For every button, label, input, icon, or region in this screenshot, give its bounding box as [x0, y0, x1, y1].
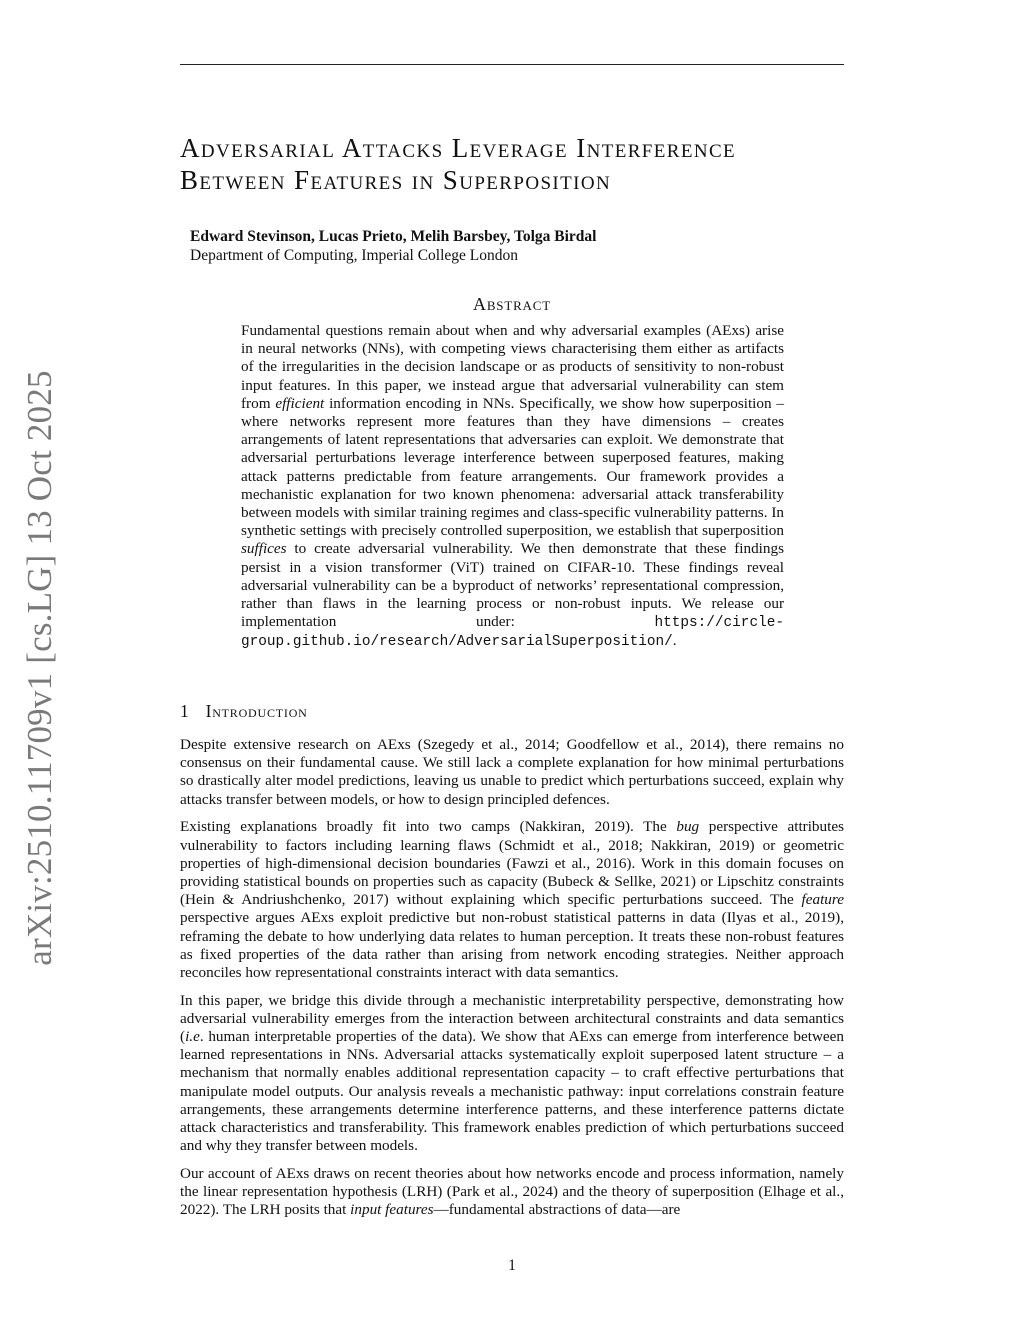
body-paragraph	[180, 1165, 844, 1220]
body-text-span: perspective attributes vulnerability to factors including learning flaws (Schmidt et al., 2018; Nakkiran, 2019) or geometric properties of high-dimensional decision boundaries (Fawzi et al., 2016). Work in this domain focuses on providing statistical bounds on properties such as capacity (Bubeck & Sellke, 2021) or Lipschitz constraints (Hein & Andriushchenko, 2017) without explaining which specific perturbations succeed. The	[180, 818, 844, 909]
abstract-emphasis: efficient	[275, 394, 325, 412]
paper-title-line-1: Adversarial Attacks Leverage Interference	[180, 133, 737, 163]
implementation-url-link[interactable]: https://circle-group.github.io/research/AdversarialSuperposition/	[241, 615, 784, 651]
paper-title	[180, 132, 860, 196]
arxiv-identifier-text: arXiv:2510.11709v1 [cs.LG] 13 Oct 2025	[20, 370, 59, 966]
section-number: 1	[180, 701, 190, 721]
body-emphasis: feature	[801, 891, 844, 909]
section-title: Introduction	[205, 701, 308, 721]
body-paragraph	[180, 818, 844, 982]
abstract-body	[241, 322, 784, 652]
abstract-text: .	[672, 632, 677, 650]
body-text-span: In this paper, we bridge this divide through a mechanistic interpretability perspective, demonstrating how adversarial vulnerability emerges from the interaction between architectural constraints and data semantics (	[180, 991, 844, 1046]
body-text-span: . human interpretable properties of the data). We show that AExs can emerge from interference between learned representations in NNs. Adversarial attacks systematically exploit superposed latent structure – a mechanism that normally enables additional representation capacity – to craft effective perturbations that manipulate model outputs. Our analysis reveals a mechanistic pathway: input correlations constrain feature arrangements, these arrangements determine interference patterns, and these interference patterns dictate attack characteristics and transferability. This framework enables prediction of which perturbations succeed and why they transfer between models.	[180, 1028, 844, 1155]
author-affiliation: Department of Computing, Imperial College London	[190, 247, 519, 264]
page-number: 1	[508, 1257, 516, 1274]
body-paragraph	[180, 992, 844, 1156]
introduction-body	[180, 736, 844, 1229]
body-text-span: perspective argues AExs exploit predictive but non-robust statistical patterns in data (Ilyas et al., 2019), reframing the debate to how underlying data relates to human perception. It treats these non-robust features as fixed properties of the data rather than arising from network encoding strategies. Neither approach reconciles how representational constraints interact with data semantics.	[180, 909, 844, 981]
abstract-text: information encoding in NNs. Specifically, we show how superposition – where networks represent more features than they have dimensions – creates arrangements of latent representations that adversaries can exploit. We demonstrate that adversarial perturbations leverage interference between superposed features, making attack patterns predictable from feature arrangements. Our framework provides a mechanistic explanation for two known phenomena: adversarial attack transferability between models with similar training regimes and class-specific vulnerability patterns. In synthetic settings with precisely controlled superposition, we establish that superposition	[241, 394, 784, 540]
abstract-text: to create adversarial vulnerability. We then demonstrate that these findings persist in a vision transformer (ViT) trained on CIFAR-10. These findings reveal adversarial vulnerability can be a byproduct of networks’ representational compression, rather than flaws in the learning process or non-robust inputs. We release our implementation under:	[241, 540, 784, 631]
body-text-span: Existing explanations broadly fit into two camps (Nakkiran, 2019). The	[180, 818, 677, 836]
body-text-span: Our account of AExs draws on recent theories about how networks encode and process information, namely the linear representation hypothesis (LRH) (Park et al., 2024) and the theory of superposition (Elhage et al., 2022). The LRH posits that	[180, 1164, 844, 1219]
paper-title-line-2: Between Features in Superposition	[180, 165, 612, 195]
author-list: Edward Stevinson, Lucas Prieto, Melih Barsbey, Tolga Birdal	[190, 228, 597, 245]
abstract-paragraph	[241, 322, 784, 652]
body-emphasis: input features	[350, 1201, 434, 1219]
body-paragraph: Despite extensive research on AExs (Szegedy et al., 2014; Goodfellow et al., 2014), there remains no consensus on their fundamental cause. We still lack a complete explanation for how minimal perturbations so drastically alter model predictions, leaving us unable to predict which perturbations succeed, explain why attacks transfer between models, or how to design principled defences.	[180, 736, 844, 808]
body-emphasis: bug	[676, 818, 700, 836]
abstract-heading: Abstract	[473, 294, 551, 314]
body-text-span: —fundamental abstractions of data—are	[433, 1201, 681, 1219]
section-heading-introduction	[180, 700, 308, 722]
abstract-emphasis: suffices	[241, 540, 287, 558]
abstract-text: Fundamental questions remain about when and why adversarial examples (AExs) arise in neural networks (NNs), with competing views characterising them either as artifacts of the irregularities in the decision landscape or as products of sensitivity to non-robust input features. In this paper, we instead argue that adversarial vulnerability can stem from	[241, 322, 784, 412]
top-rule	[180, 64, 844, 65]
body-emphasis: i.e	[185, 1028, 200, 1046]
